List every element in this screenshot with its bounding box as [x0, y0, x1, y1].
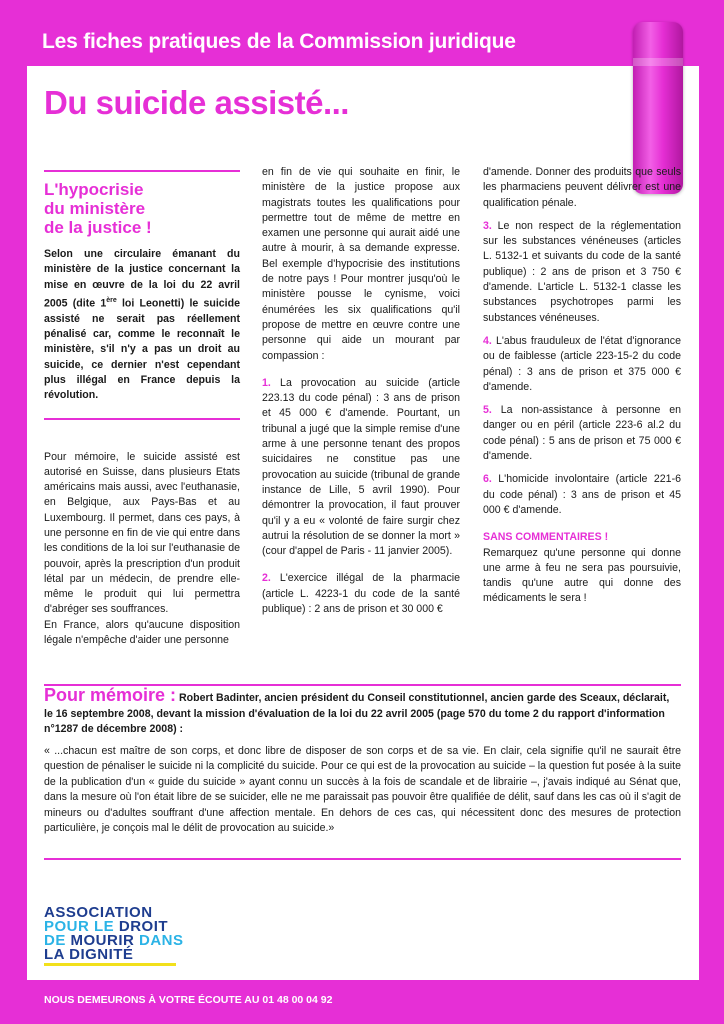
- subhead-line-3: de la justice !: [44, 218, 152, 237]
- memo-bottom-rule: [44, 858, 681, 860]
- list-item: 1. La provocation au suicide (article 223.13 du code pénal) : 3 ans de prison et 45 000 € d'amende. Pourtant, un tribunal a jugé que la simple remise d'une arme à une personne tenant des propos suicidaires ne constitue pas une provocation au suicide (tribunal de grande instance de Lille, 5 avril 1990). Pour démontrer la provocation, il faut prouver qu'il y a eu « volonté de faire surgir chez autrui la résolution de se donner la mort » (cour d'appel de Paris - 11 janvier 2005).: [262, 376, 460, 558]
- subhead-line-1: L'hypocrisie: [44, 180, 144, 199]
- footer-contact: NOUS DEMEURONS À VOTRE ÉCOUTE AU 01 48 00 04 92: [44, 994, 333, 1006]
- memo-section: [44, 685, 681, 847]
- sans-commentaires-text: Remarquez qu'une personne qui donne une arme à feu ne sera pas poursuivie, tandis qu'une autre qui donne des médicaments le sera !: [483, 546, 681, 605]
- list-item: 5. La non-assistance à personne en danger ou en péril (article 223-6 al.2 du code pénal) : 5 ans de prison et 75 000 € d'amende.: [483, 404, 681, 463]
- column-1: [44, 172, 240, 648]
- col1-mid-rule: [44, 418, 240, 420]
- logo-line-4: LA DIGNITÉ: [44, 946, 134, 963]
- subhead-line-2: du ministère: [44, 199, 146, 218]
- body-paragraph: d'amende. Donner des produits que seuls les pharmaciens peuvent délivrer est une qualification pénale.: [483, 166, 681, 209]
- bookmark-tab-band: [633, 58, 683, 66]
- intro-paragraph: Selon une circulaire émanant du ministère de la justice concernant la mise en œuvre de la loi du 22 avril 2005 (dite 1ère loi Leonetti) le suicide assisté ne serait pas réellement pénalisé car, comme le reconnaît le ministère, s'il n'y a pas un droit au suicide, ce dernier n'est cependant plus illégal en France depuis la révolution.: [44, 248, 240, 402]
- body-paragraph: en fin de vie qui souhaite en finir, le ministère de la justice propose aux magistrats toutes les qualifications pour permettre tout de même de mettre en examen une personne qui aurait aidé une autre à mourir, à sa demande expresse. Bel exemple d'hypocrisie des institutions de notre pays ! Pour montrer jusqu'où le ministère pousse le cynisme, voici énumérées les six qualifications qu'il propose de mettre en œuvre contre une personne qui aide un mourant par compassion :: [262, 166, 460, 362]
- logo-underline: [44, 963, 176, 966]
- body-paragraph: En France, alors qu'aucune disposition légale n'empêche d'aider une personne: [44, 618, 240, 647]
- body-paragraph: Pour mémoire, le suicide assisté est autorisé en Suisse, dans plusieurs Etats américains mais aussi, avec l'euthanasie, en Belgique, aux Pays-Bas et au Luxembourg. Il permet, dans ces pays, à une personne en fin de vie qui entre dans les conditions de la loi sur l'euthanasie de pouvoir, après la prescription d'un produit létal par un médecin, de prendre elle-même le produit qui lui permettra d'abréger ses souffrances.: [44, 450, 240, 616]
- section-subhead: [44, 180, 240, 237]
- list-item: 2. L'exercice illégal de la pharmacie (article L. 4223-1 du code de la santé publique) : 2 ans de prison et 30 000 €: [262, 572, 460, 616]
- column-2: [262, 165, 460, 617]
- header-title: Les fiches pratiques de la Commission juridique: [42, 30, 516, 53]
- logo-line-3: DE MOURIR DANS: [44, 932, 184, 949]
- page-title: Du suicide assisté...: [44, 84, 349, 121]
- memo-quote: « ...chacun est maître de son corps, et donc libre de disposer de son corps et de sa vie. En clair, cela signifie qu'il ne saurait être question de pénaliser le suicide ni la complicité du suicide. Pour ce qui est de la provocation au suicide – la question fut posée à la suite de la publication d'un « guide du suicide » ayant connu un succès à la fois de scandale et de librairie –, j'avais indiqué au Sénat que, dans la mesure où l'on était libre de se suicider, elle ne me paraissait pas pouvoir être qualifiée de délit, sauf dans les cas où il s'agit de mineurs ou d'adultes souffrant d'une affection mentale. En dehors de ces cas, qui nécessitent donc des mesures de protection particulière, je conçois mal le délit de provocation au suicide.»: [44, 744, 681, 834]
- memo-title: Pour mémoire :: [44, 685, 177, 705]
- list-item: 6. L'homicide involontaire (article 221-6 du code pénal) : 3 ans de prison et 45 000 € d'amende.: [483, 473, 681, 516]
- column-3: [483, 165, 681, 607]
- sans-commentaires-title: SANS COMMENTAIRES !: [483, 531, 609, 544]
- logo-line-1: ASSOCIATION: [44, 904, 153, 921]
- list-item: 3. Le non respect de la réglementation sur les substances vénéneuses (articles L. 5132-1 et suivants du code de la santé publique) : 2 ans de prison et 3 750 € d'amende. L'article L. 5132-1 classe les substances psychotropes parmi les substances vénéneuses.: [483, 219, 681, 324]
- association-logo: [44, 906, 184, 966]
- memo-intro: Pour mémoire : Robert Badinter, ancien président du Conseil constitutionnel, ancien garde des Sceaux, déclarait, le 16 septembre 2008, devant la mission d'évaluation de la loi du 22 avril 2005 (page 570 du tome 2 du rapport d'information n°1287 de décembre 2008) :: [44, 685, 670, 735]
- logo-line-2: POUR LE DROIT: [44, 918, 169, 935]
- list-item: 4. L'abus frauduleux de l'état d'ignorance ou de faiblesse (article 223-15-2 du code pénal) : 3 ans de prison et 375 000 € d'amende.: [483, 334, 681, 393]
